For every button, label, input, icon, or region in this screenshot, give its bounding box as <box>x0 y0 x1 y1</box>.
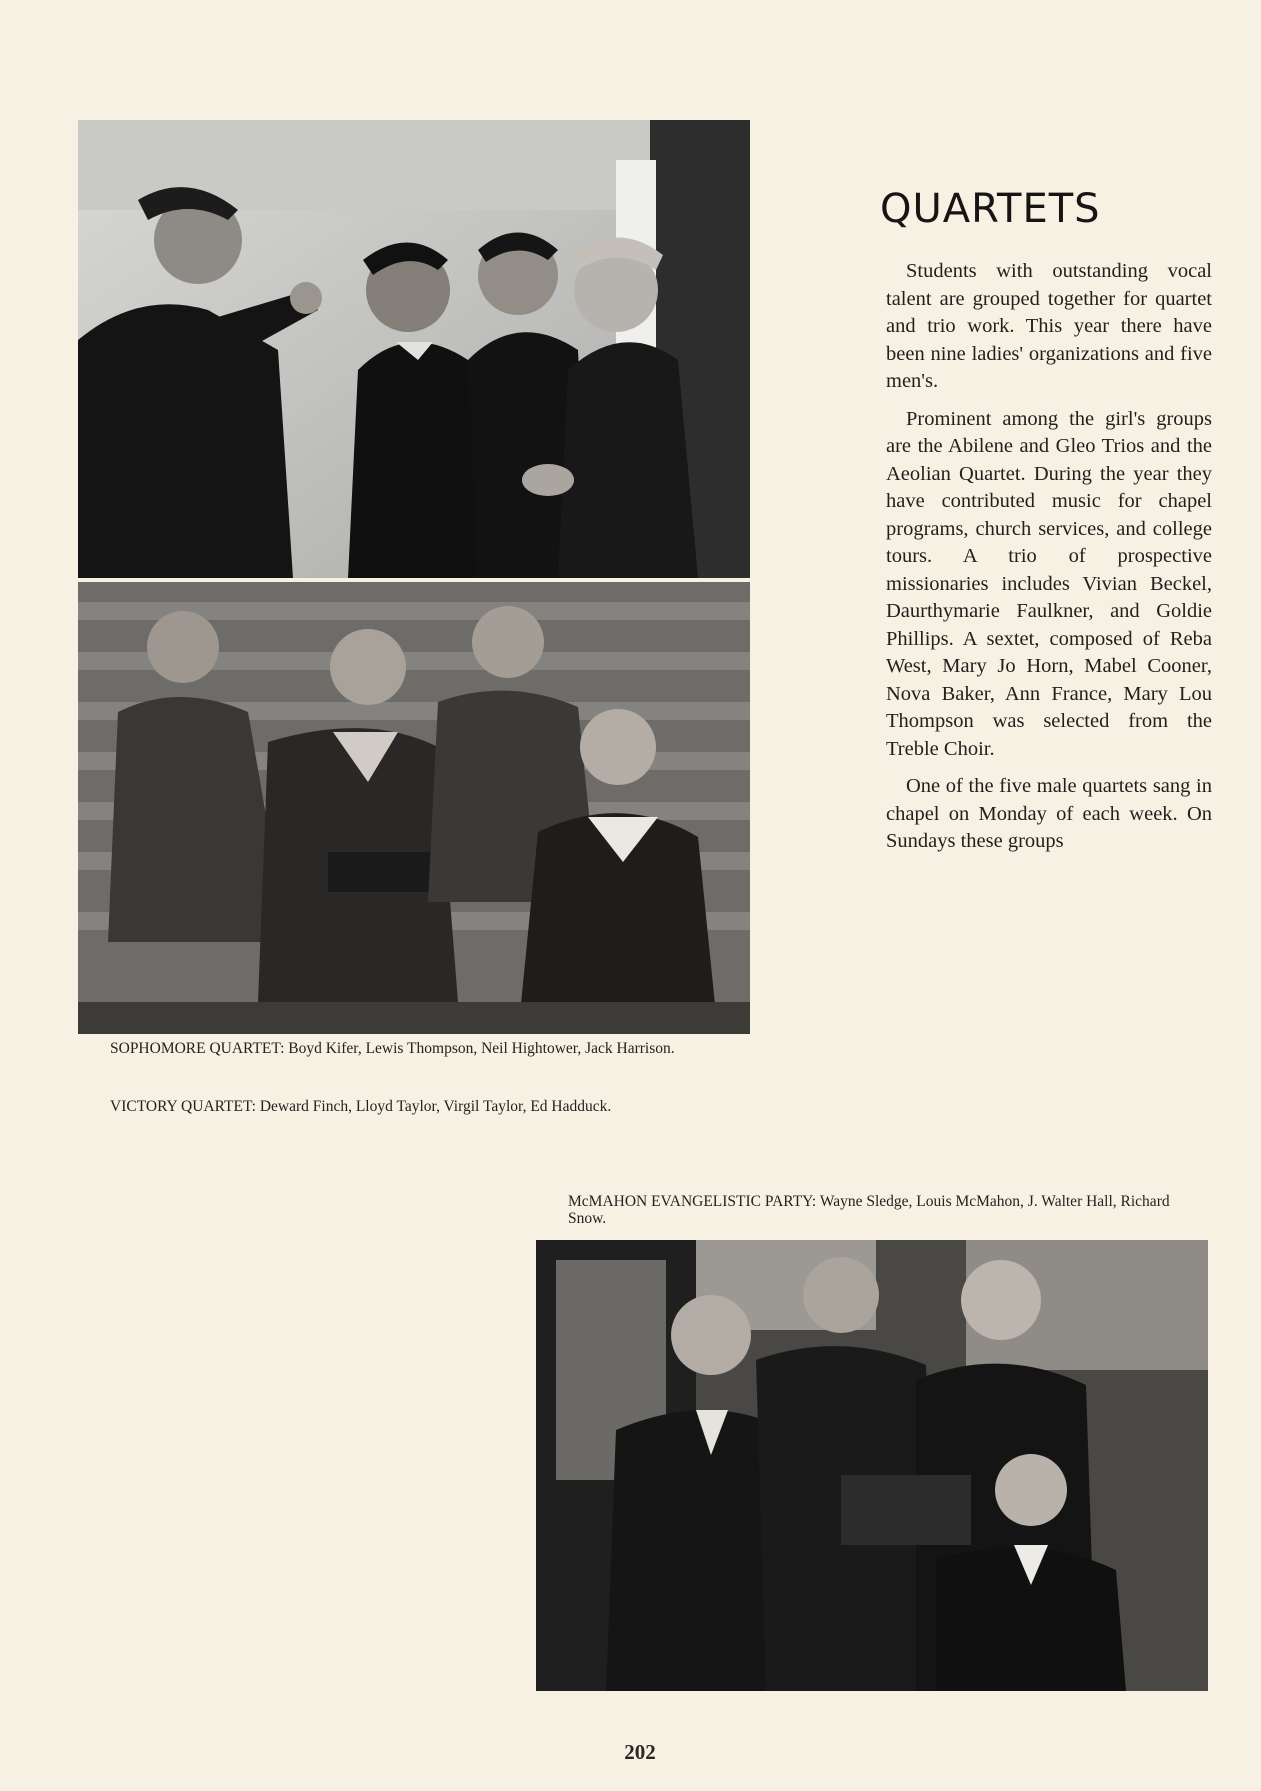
photo-evangelistic-party <box>536 1240 1208 1691</box>
page-number: 202 <box>624 1740 656 1764</box>
body-paragraph: Prominent among the girl's groups are the Abilene and Gleo Trios and the Aeolian Quartet. During the year they have contributed music for chapel programs, church services, and college tours. A trio of prospective missionaries includes Vivian Beckel, Daurthymarie Faulkner, and Goldie Phillips. A sextet, composed of Reba West, Mary Jo Horn, Mabel Cooner, Nova Baker, Ann France, Mary Lou Thompson was selected from the Treble Choir. <box>886 407 1212 760</box>
caption-sophomore-quartet: SOPHOMORE QUARTET: Boyd Kifer, Lewis Thompson, Neil Hightower, Jack Harrison. <box>110 1040 675 1057</box>
photo-quartet-seated <box>78 582 750 1034</box>
body-paragraph: Students with outstanding vocal talent are grouped together for quartet and trio work. This year there have been nine ladies' organizations and five men's. <box>886 260 1212 392</box>
body-paragraph: One of the five male quartets sang in chapel on Monday of each week. On Sundays these groups <box>886 775 1212 852</box>
caption-victory-quartet: VICTORY QUARTET: Deward Finch, Lloyd Taylor, Virgil Taylor, Ed Hadduck. <box>110 1098 612 1115</box>
caption-mcmahon-party: McMAHON EVANGELISTIC PARTY: Wayne Sledge, Louis McMahon, J. Walter Hall, Richard Snow. <box>568 1193 1170 1227</box>
article-body <box>886 258 1212 866</box>
page-title: QUARTETS <box>880 186 1101 232</box>
photo-quartet-standing <box>78 120 750 578</box>
